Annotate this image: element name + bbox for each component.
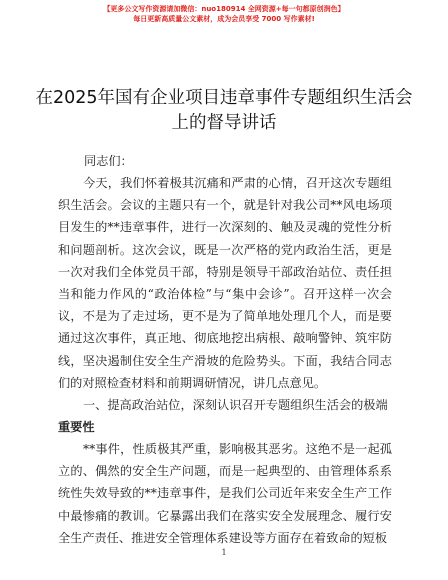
paragraph-intro: 今天，我们怀着极其沉痛和严肃的心情，召开这次专题组织生活会。会议的主题只有一个，就是针对我公司**风电场项目发生的**违章事件，进行一次深刻的、触及灵魂的党性分析和问题剖析。这次会议，既是一次严格的党内政治生活，更是一次对我们全体党员干部，特别是领导干部政治站位、责任担当和能力作风的“政治体检”与“集中会诊”。召开这样一次会议，不是为了走过场，更不是为了简单地处理几个人，而是要通过这次事件，真正地、彻底地挖出病根、敲响警钟、筑牢防线，坚决遏制住安全生产滑坡的危险势头。下面，我结合同志们的对照检查材料和前期调研情况，讲几点意见。 xyxy=(58,176,392,390)
salutation: 同志们： xyxy=(84,154,133,168)
paragraph-section-1: **事件，性质极其严重，影响极其恶劣。这绝不是一起孤立的、偶然的安全生产问题，而是一起典型的、由管理体系系统性失效导致的**违章事件，是我们公司近年来安全生产工作中最惨痛的教训。它暴露出我们在落实安全发展理念、履行安全生产责任、推进安全管理体系建设等方面存在着致命的短板 xyxy=(58,442,392,545)
promo-banner xyxy=(0,4,448,24)
promo-banner-line1: 【更多公文写作资源请加微信：nuo180914 全网资源+每一句都原创润色】 xyxy=(103,5,345,13)
section-heading-1-continuation: 重要性 xyxy=(58,420,95,434)
document-title: 在2025年国有企业项目违章事件专题组织生活会上的督导讲话 xyxy=(35,88,413,133)
promo-banner-line2: 每日更新高质量公文素材，成为会员享受 7000 写作素材! xyxy=(133,15,315,23)
section-heading-1: 一、提高政治站位，深刻认识召开专题组织生活会的极端 xyxy=(83,398,388,412)
page-number: 1 xyxy=(221,548,227,557)
